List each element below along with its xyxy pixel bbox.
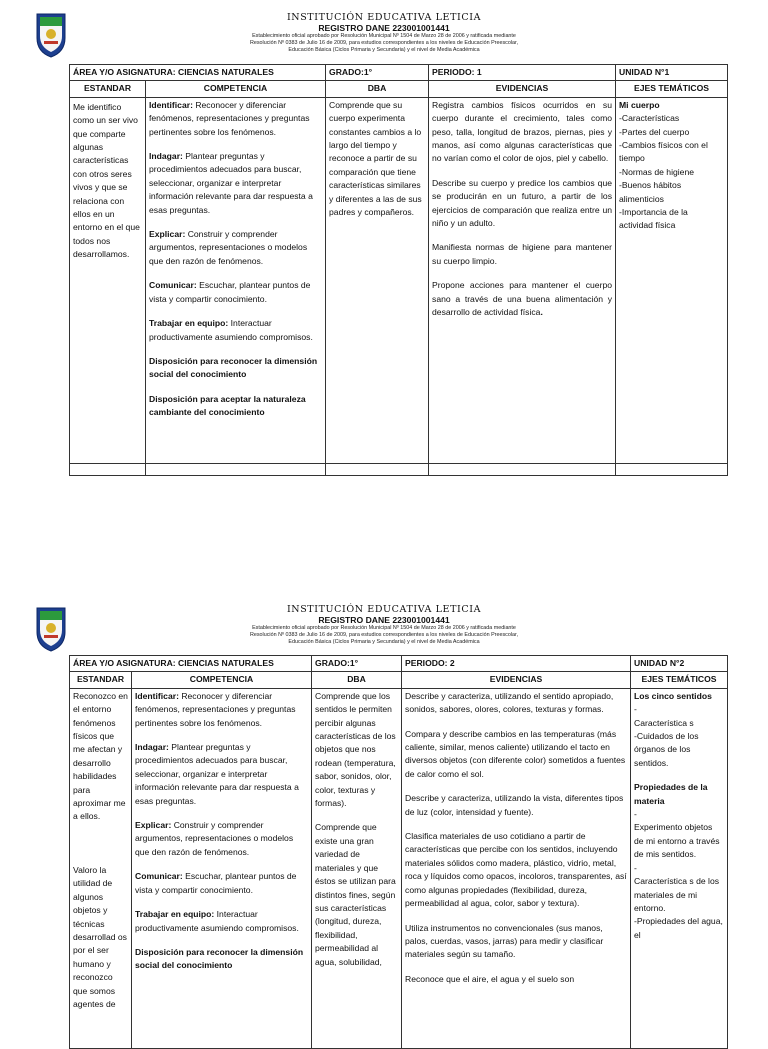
dba-cell — [312, 688, 402, 1048]
evidencias-cell — [402, 688, 631, 1048]
evidencia-2: Compara y describe cambios en las temperaturas (más caliente, similar, menos caliente) utilizando el tacto en diversos objetos (con diferente color) sometidos a fuentes de calor como el sol. — [405, 728, 626, 779]
evidencia-2: Describe su cuerpo y predice los cambios que se producirán en un futuro, a partir de los ejercicios de comparación que realiza entre un niño y un adulto. — [432, 177, 613, 229]
dba-cell — [326, 97, 429, 463]
table-title-row — [70, 656, 728, 672]
area-subject: ÁREA Y/O ASIGNATURA: CIENCIAS NATURALES — [70, 65, 326, 81]
period: PERIODO: 1 — [429, 65, 616, 81]
unit-number: UNIDAD N°2 — [631, 656, 728, 672]
column-header-row — [70, 81, 728, 97]
dba-1: Comprende que los sentidos le permiten percibir algunas características de los objetos que nos rodean (temperatura, sabor, sonidos, olor, color, texturas y formas). — [315, 690, 396, 809]
estandar-2: Valoro la utilidad de algunos objetos y técnicas desarrollad os por el ser humano y reconozco que somos agentes de — [73, 864, 127, 1009]
area-subject: ÁREA Y/O ASIGNATURA: CIENCIAS NATURALES — [70, 656, 312, 672]
curriculum-table-unit-1 — [69, 64, 728, 476]
document-header — [150, 12, 618, 54]
dane-registry: REGISTRO DANE 223001001441 — [318, 23, 450, 33]
approval-line-2: Resolución Nº 0383 de Julio 16 de 2009, para estudios correspondientes a los niveles de Educación Preescolar, — [249, 631, 519, 638]
column-header-row — [70, 672, 728, 688]
ejes-title-1: Los cinco sentidos — [634, 690, 712, 701]
ejes-items-1: - Característica s -Cuidados de los órganos de los sentidos. — [634, 704, 699, 768]
comp-explicar: Explicar: Construir y comprender argumentos, representaciones o modelos que den razón de fenómenos. — [135, 820, 294, 857]
comp-identificar: Identificar: Reconocer y diferenciar fenómenos, representaciones y preguntas pertinentes sobre los fenómenos. — [135, 690, 296, 728]
comp-disposicion-1: Disposición para reconocer la dimensión social del conocimiento — [135, 946, 304, 971]
estandar-cell — [70, 688, 132, 1048]
estandar-text: Me identifico como un ser vivo que comparte algunas características con otros seres vivos y que se relaciona con ellos en un entorno en el que todos nos desarrollamos. — [73, 101, 140, 260]
comp-disposicion-2: Disposición para aceptar la naturaleza cambiante del conocimiento — [149, 393, 306, 418]
evidencia-6: Reconoce que el aire, el agua y el suelo son — [405, 973, 575, 984]
comp-indagar: Indagar: Plantear preguntas y procedimientos adecuados para buscar, seleccionar, organizar e interpretar información relevante para dar respuesta a esas preguntas. — [149, 151, 313, 215]
col-competencia: COMPETENCIA — [132, 672, 312, 688]
evidencia-3: Manifiesta normas de higiene para mantener su cuerpo limpio. — [432, 242, 613, 266]
col-evidencias: EVIDENCIAS — [402, 672, 631, 688]
col-estandar: ESTANDAR — [70, 672, 132, 688]
col-dba: DBA — [312, 672, 402, 688]
col-estandar: ESTANDAR — [70, 81, 146, 97]
ejes-cell — [616, 97, 728, 463]
approval-line-1: Establecimiento oficial aprobado por Resolución Municipal Nº 1504 de Marzo 28 de 2006 y ratificada mediante — [252, 33, 516, 39]
ejes-items-2: - Experimento objetos de mi entorno a través de mis sentidos. - Característica s de los materiales de mi entorno. -Propiedades del agua, el — [634, 809, 723, 940]
evidencia-1: Registra cambios físicos ocurridos en su cuerpo durante el crecimiento, tales como peso, talla, longitud de brazos, piernas, pies y manos, así como algunas características que no varían como el color de ojos, piel y cabello. — [432, 99, 613, 164]
evidencia-5: Utiliza instrumentos no convencionales (sus manos, palos, cuerdas, vasos, jarras) para medir y clasificar materiales según su tamaño. — [405, 922, 604, 960]
table-title-row — [70, 65, 728, 81]
approval-line-1: Establecimiento oficial aprobado por Resolución Municipal Nº 1504 de Marzo 28 de 2006 y ratificada mediante — [252, 625, 516, 631]
content-row — [70, 688, 728, 1048]
period: PERIODO: 2 — [402, 656, 631, 672]
grade: GRADO:1° — [312, 656, 402, 672]
dba-2: Comprende que existe una gran variedad de materiales y que éstos se utilizan para distintos fines, según sus características (longitud, dureza, flexibilidad, permeabilidad al agua, solubilidad, — [315, 822, 396, 967]
comp-trabajar: Trabajar en equipo: Interactuar productivamente asumiendo compromisos. — [149, 318, 313, 342]
evidencias-cell — [429, 97, 616, 463]
col-competencia: COMPETENCIA — [146, 81, 326, 97]
dba-text: Comprende que su cuerpo experimenta constantes cambios a lo largo del tiempo y reconoce a partir de su comparación que tiene características similares y diferentes a las de sus padres y compañeros. — [329, 99, 422, 218]
col-evidencias: EVIDENCIAS — [429, 81, 616, 97]
approval-line-2: Resolución Nº 0383 de Julio 16 de 2009, para estudios correspondientes a los niveles de Educación Preescolar, — [249, 39, 519, 46]
comp-trabajar: Trabajar en equipo: Interactuar productivamente asumiendo compromisos. — [135, 909, 299, 933]
comp-comunicar: Comunicar: Escuchar, plantear puntos de vista y compartir conocimiento. — [135, 871, 297, 895]
evidencia-1: Describe y caracteriza, utilizando el sentido apropiado, sonidos, sabores, olores, colores, texturas y formas. — [405, 690, 614, 715]
document-header — [150, 604, 618, 646]
content-row — [70, 97, 728, 463]
evidencia-3: Describe y caracteriza, utilizando la vista, diferentes tipos de luz (color, intensidad y fuente). — [405, 793, 624, 817]
ejes-title: Mi cuerpo — [619, 99, 660, 110]
comp-disposicion-1: Disposición para reconocer la dimensión social del conocimiento — [149, 355, 318, 380]
institution-name: INSTITUCIÓN EDUCATIVA LETICIA — [286, 604, 482, 615]
ejes-cell — [631, 688, 728, 1048]
grade: GRADO:1° — [326, 65, 429, 81]
school-crest-logo — [35, 12, 67, 58]
ejes-items: -Características -Partes del cuerpo -Cambios físicos con el tiempo -Normas de higiene -Buenos hábitos alimenticios -Importancia de la actividad física — [619, 113, 708, 231]
school-crest-logo — [35, 606, 67, 652]
competencia-cell — [132, 688, 312, 1048]
approval-line-3: Educación Básica (Ciclos Primaria y Secundaria) y el nivel de Media Académica — [288, 638, 480, 645]
evidencia-4: Propone acciones para mantener el cuerpo sano a través de una buena alimentación y desarrollo de actividad física. — [432, 280, 613, 318]
approval-line-3: Educación Básica (Ciclos Primaria y Secundaria) y el nivel de Media Académica — [288, 46, 480, 53]
col-ejes: EJES TEMÁTICOS — [631, 672, 728, 688]
institution-name: INSTITUCIÓN EDUCATIVA LETICIA — [286, 12, 482, 23]
comp-comunicar: Comunicar: Escuchar, plantear puntos de vista y compartir conocimiento. — [149, 280, 311, 304]
estandar-cell — [70, 97, 146, 463]
competencia-cell — [146, 97, 326, 463]
comp-identificar: Identificar: Reconocer y diferenciar fenómenos, representaciones y preguntas pertinentes sobre los fenómenos. — [149, 99, 310, 137]
unit-number: UNIDAD N°1 — [616, 65, 728, 81]
comp-indagar: Indagar: Plantear preguntas y procedimientos adecuados para buscar, seleccionar, organizar e interpretar información relevante para dar respuesta a esas preguntas. — [135, 742, 299, 806]
col-dba: DBA — [326, 81, 429, 97]
comp-explicar: Explicar: Construir y comprender argumentos, representaciones o modelos que den razón de fenómenos. — [149, 229, 308, 266]
curriculum-table-unit-2 — [69, 655, 728, 1049]
estandar-1: Reconozco en el entorno fenómenos físicos que me afectan y desarrollo habilidades para aproximar me a ellos. — [73, 690, 128, 822]
ejes-title-2: Propiedades de la materia — [634, 782, 708, 806]
evidencia-4: Clasifica materiales de uso cotidiano a partir de características que percibe con los sentidos, incluyendo materiales sólidos como madera, plástico, vidrio, metal, roca y líquidos como opacos, incoloros, transparentes, así como algunas propiedades (flexibilidad, dureza, permeabilidad al agua, color, sabor y textura). — [405, 831, 627, 909]
col-ejes: EJES TEMÁTICOS — [616, 81, 728, 97]
empty-row — [70, 463, 728, 475]
dane-registry: REGISTRO DANE 223001001441 — [318, 615, 450, 625]
